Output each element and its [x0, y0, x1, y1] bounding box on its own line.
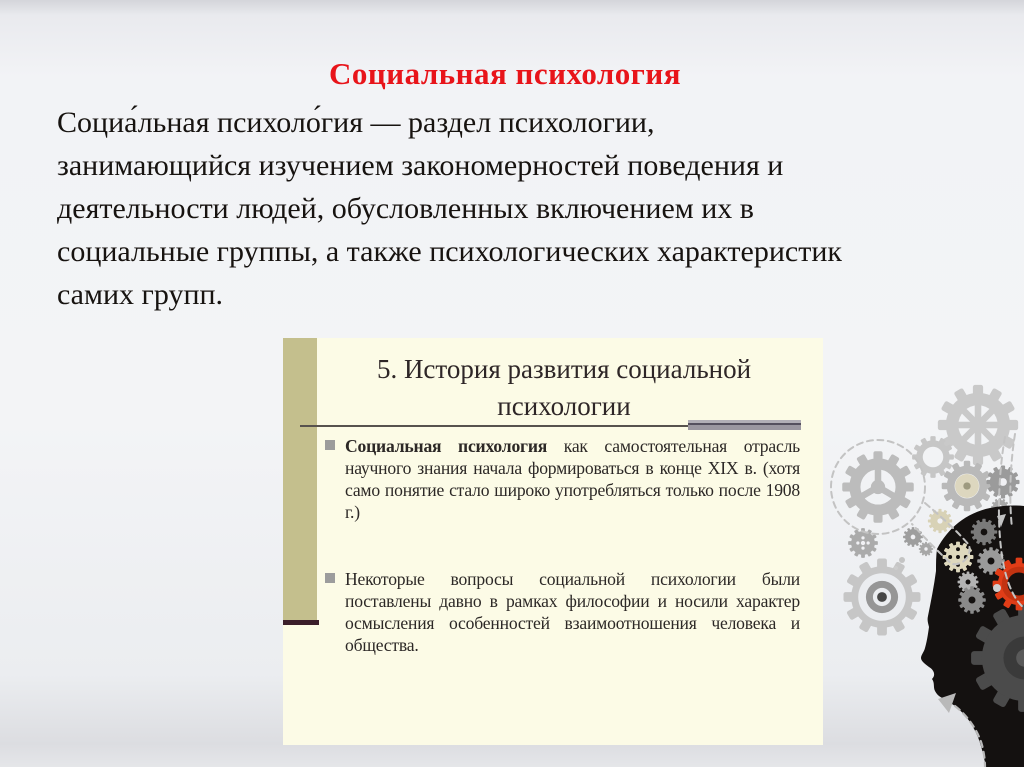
gear-icon: [938, 385, 1018, 465]
slide-title-underline-bar: [688, 420, 801, 430]
slide-title-line: психологии: [497, 391, 631, 421]
bullet-bold-lead: Социальная психология: [345, 436, 548, 456]
bullet-text: [345, 568, 800, 656]
page-title: Социальная психология: [328, 56, 682, 91]
head-gears-illustration: [820, 375, 1024, 767]
definition-line: занимающийся изучением закономерностей поведения и: [57, 149, 784, 182]
gear-icon: [903, 527, 923, 547]
definition-paragraph: [57, 101, 842, 316]
dot-decoration: [894, 566, 898, 570]
bullet-text: [345, 435, 800, 523]
slide-left-band: [283, 338, 317, 620]
slide-bullet-item: [325, 435, 800, 523]
slide-bullet-item: [325, 568, 800, 656]
slide-title-underline: [300, 425, 690, 427]
embedded-slide-image: [283, 338, 823, 745]
definition-line: Социа́льная психоло́гия — раздел психологии,: [57, 106, 655, 139]
gear-icon: [842, 451, 914, 523]
gear-icon: [987, 466, 1020, 499]
bullet-body: Некоторые вопросы социальной психологии были поставлены давно в рамках философии и носили характер осмысления особенностей взаимоотношения человека и общества.: [345, 569, 800, 655]
bullet-body: как самостоятельная отрасль научного знания начала формироваться в конце XIX в. (хотя само понятие стало широко употребляться только после 1908 г.): [345, 436, 801, 522]
definition-line: деятельности людей, обусловленных включением их в: [57, 192, 754, 225]
square-bullet-icon: [325, 440, 335, 450]
dot-decoration: [899, 557, 905, 563]
slide-band-accent-line: [283, 620, 319, 625]
dot-decoration: [993, 584, 1001, 592]
definition-line: социальные группы, а также психологических характеристик: [57, 235, 842, 268]
gear-icon: [928, 509, 952, 533]
slide-title-line: 5. История развития социальной: [376, 354, 752, 384]
definition-line: самих групп.: [57, 278, 224, 311]
square-bullet-icon: [325, 573, 335, 583]
gear-icon: [848, 528, 878, 558]
gear-icon: [844, 559, 921, 636]
slide-title: [317, 351, 811, 425]
